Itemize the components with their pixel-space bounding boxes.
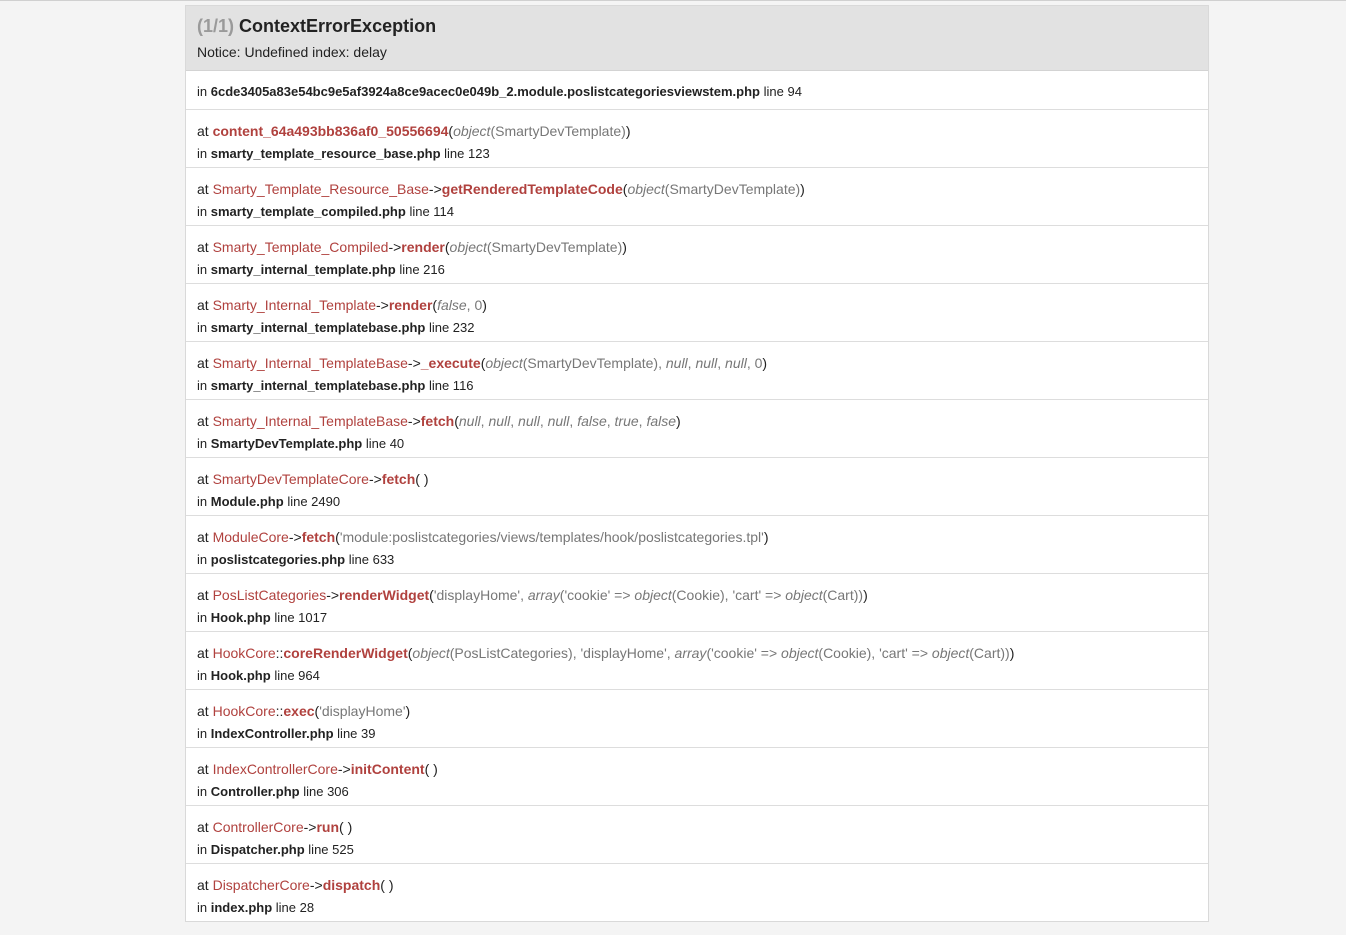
arg-type: object: [781, 645, 819, 661]
file-name: poslistcategories.php: [210, 552, 346, 567]
in-label: in: [197, 262, 208, 277]
trace-frame: [186, 342, 1208, 400]
frame-operator: ->: [388, 239, 402, 255]
top-border: [0, 0, 1346, 1]
arg-type: object: [785, 587, 823, 603]
trace-frame: [186, 516, 1208, 574]
open-paren: (: [314, 703, 320, 719]
trace-frame: [186, 168, 1208, 226]
in-label: in: [197, 900, 208, 915]
frame-class: ModuleCore: [212, 529, 289, 545]
arg-type: null: [695, 355, 718, 371]
frame-class: ControllerCore: [212, 819, 304, 835]
line-number: line 94: [763, 84, 802, 99]
at-label: at: [197, 239, 209, 255]
trace-frame: [186, 400, 1208, 458]
line-number: line 39: [337, 726, 376, 741]
frame-call: [197, 123, 1197, 140]
arg-value: (SmartyDevTemplate): [490, 123, 626, 139]
arg-value: 'displayHome': [319, 703, 406, 719]
trace-origin-row: [186, 71, 1208, 110]
frame-function: coreRenderWidget: [283, 645, 408, 661]
arg-value: (SmartyDevTemplate): [486, 239, 623, 255]
close-paren: ): [388, 877, 394, 893]
frame-call: [197, 413, 1197, 430]
in-label: in: [197, 320, 208, 335]
arg-type: null: [488, 413, 511, 429]
open-paren: (: [432, 297, 438, 313]
frame-class: DispatcherCore: [212, 877, 310, 893]
close-paren: ): [762, 355, 768, 371]
frame-location: [197, 436, 1197, 452]
exception-message: Notice: Undefined index: delay: [197, 44, 387, 60]
frame-location: [197, 726, 1197, 742]
at-label: at: [197, 703, 209, 719]
in-label: in: [197, 726, 208, 741]
open-paren: (: [429, 587, 434, 603]
stack-trace: [186, 110, 1208, 921]
frame-call: [197, 703, 1197, 720]
frame-operator: ->: [326, 587, 340, 603]
arg-value: ,: [510, 413, 519, 429]
file-name: 6cde3405a83e54bc9e5af3924a8ce9acec0e049b_2.module.poslistcategoriesviewstem.php: [210, 84, 760, 99]
line-number: line 633: [348, 552, 395, 567]
arg-type: false: [437, 297, 467, 313]
open-paren: (: [380, 877, 385, 893]
arg-value: (Cookie), 'cart' =>: [818, 645, 932, 661]
frame-function: fetch: [420, 413, 455, 429]
at-label: at: [197, 297, 209, 313]
close-paren: ): [676, 413, 681, 429]
arg-value: ,: [638, 413, 647, 429]
frame-location: [197, 610, 1197, 626]
line-number: line 525: [308, 842, 354, 857]
exception-class: ContextErrorException: [239, 16, 437, 36]
line-number: line 114: [409, 204, 455, 219]
arg-value: ,: [480, 413, 489, 429]
at-label: at: [197, 819, 209, 835]
arg-value: , 0: [746, 355, 763, 371]
in-label: in: [197, 378, 208, 393]
frame-class: HookCore: [212, 703, 276, 719]
trace-frame: [186, 690, 1208, 748]
open-paren: (: [622, 181, 628, 197]
frame-operator: ->: [376, 297, 389, 313]
frame-location: [197, 146, 1197, 162]
frame-location: [197, 494, 1197, 510]
frame-function: dispatch: [322, 877, 381, 893]
line-number: line 123: [444, 146, 490, 161]
trace-frame: [186, 110, 1208, 168]
frame-location: [197, 784, 1197, 800]
arg-value: 'displayHome',: [433, 587, 528, 603]
close-paren: ): [433, 761, 438, 777]
close-paren: ): [347, 819, 353, 835]
file-name: smarty_internal_templatebase.php: [210, 378, 426, 393]
arg-value: ,: [717, 355, 726, 371]
arg-value: ('cookie' =>: [559, 587, 635, 603]
frame-operator: ->: [309, 877, 323, 893]
frame-location: [197, 204, 1197, 220]
frame-function: run: [316, 819, 340, 835]
arg-type: object: [485, 355, 523, 371]
frame-function: content_64a493bb836af0_50556694: [212, 123, 449, 139]
arg-type: object: [634, 587, 672, 603]
file-name: smarty_template_resource_base.php: [210, 146, 441, 161]
open-paren: (: [339, 819, 344, 835]
arg-value: (PosListCategories), 'displayHome',: [449, 645, 675, 661]
arg-value: ,: [606, 413, 615, 429]
frame-location: [197, 552, 1197, 568]
file-name: smarty_internal_template.php: [210, 262, 396, 277]
in-label: in: [197, 84, 208, 99]
arg-type: null: [665, 355, 688, 371]
open-paren: (: [454, 413, 459, 429]
frame-function: fetch: [381, 471, 416, 487]
file-name: index.php: [210, 900, 273, 915]
file-name: Controller.php: [210, 784, 300, 799]
arg-type: null: [458, 413, 481, 429]
in-label: in: [197, 552, 208, 567]
frame-class: SmartyDevTemplateCore: [212, 471, 369, 487]
at-label: at: [197, 123, 209, 139]
at-label: at: [197, 355, 209, 371]
arg-type: array: [527, 587, 560, 603]
arg-value: (SmartyDevTemplate): [664, 181, 801, 197]
frame-function: renderWidget: [339, 587, 430, 603]
frame-call: [197, 297, 1197, 314]
file-name: Hook.php: [210, 668, 271, 683]
frame-operator: ->: [428, 181, 442, 197]
arg-value: ,: [539, 413, 548, 429]
trace-frame: [186, 226, 1208, 284]
line-number: line 40: [365, 436, 405, 451]
frame-location: [197, 668, 1197, 684]
arg-value: , 0: [466, 297, 483, 313]
arg-value: (SmartyDevTemplate),: [522, 355, 666, 371]
file-name: smarty_internal_templatebase.php: [210, 320, 426, 335]
frame-call: [197, 645, 1197, 662]
frame-class: Smarty_Template_Compiled: [212, 239, 389, 255]
frame-class: HookCore: [212, 645, 276, 661]
line-number: line 306: [303, 784, 349, 799]
arg-type: null: [518, 413, 540, 429]
arg-value: (Cookie), 'cart' =>: [671, 587, 786, 603]
frame-call: [197, 819, 1197, 836]
arg-type: object: [412, 645, 450, 661]
close-paren: ): [405, 703, 411, 719]
frame-call: [197, 471, 1197, 488]
frame-function: initContent: [350, 761, 425, 777]
open-paren: (: [415, 471, 420, 487]
line-number: line 232: [428, 320, 475, 335]
arg-value: 'module:poslistcategories/views/templates/hook/poslistcategories.tpl': [339, 529, 764, 545]
close-paren: ): [863, 587, 868, 603]
at-label: at: [197, 413, 209, 429]
frame-operator: ->: [407, 355, 421, 371]
frame-operator: ->: [368, 471, 382, 487]
close-paren: ): [482, 297, 487, 313]
frame-function: render: [388, 297, 433, 313]
in-label: in: [197, 842, 208, 857]
trace-frame: [186, 458, 1208, 516]
frame-function: _execute: [420, 355, 481, 371]
line-number: line 2490: [287, 494, 341, 509]
arg-type: false: [577, 413, 607, 429]
line-number: line 116: [428, 378, 474, 393]
close-paren: ): [763, 529, 769, 545]
at-label: at: [197, 761, 209, 777]
frame-function: exec: [283, 703, 315, 719]
in-label: in: [197, 784, 208, 799]
exception-header: [186, 6, 1208, 71]
arg-value: ,: [687, 355, 696, 371]
arg-type: null: [725, 355, 747, 371]
file-name: Module.php: [210, 494, 284, 509]
frame-call: [197, 181, 1197, 198]
arg-value: (Cart)): [969, 645, 1010, 661]
frame-operator: ->: [288, 529, 302, 545]
open-paren: (: [444, 239, 450, 255]
arg-type: object: [627, 181, 665, 197]
frame-operator: ::: [275, 703, 284, 719]
arg-type: array: [674, 645, 707, 661]
frame-location: [197, 262, 1197, 278]
frame-call: [197, 877, 1197, 894]
close-paren: ): [622, 239, 627, 255]
frame-call: [197, 529, 1197, 546]
frame-function: fetch: [301, 529, 336, 545]
arg-type: object: [453, 123, 491, 139]
trace-frame: [186, 574, 1208, 632]
at-label: at: [197, 645, 209, 661]
in-label: in: [197, 146, 208, 161]
trace-frame: [186, 864, 1208, 921]
open-paren: (: [480, 355, 486, 371]
file-name: Hook.php: [210, 610, 271, 625]
arg-value: ,: [569, 413, 578, 429]
file-name: Dispatcher.php: [210, 842, 305, 857]
frame-call: [197, 587, 1197, 604]
in-label: in: [197, 610, 208, 625]
frame-location: [197, 842, 1197, 858]
arg-value: ('cookie' =>: [706, 645, 782, 661]
frame-call: [197, 761, 1197, 778]
open-paren: (: [424, 761, 430, 777]
arg-type: object: [449, 239, 487, 255]
in-label: in: [197, 204, 208, 219]
close-paren: ): [1009, 645, 1015, 661]
frame-class: Smarty_Internal_Template: [212, 297, 376, 313]
frame-location: [197, 378, 1197, 394]
trace-frame: [186, 806, 1208, 864]
open-paren: (: [335, 529, 340, 545]
close-paren: ): [423, 471, 429, 487]
frame-function: getRenderedTemplateCode: [441, 181, 623, 197]
line-number: line 216: [399, 262, 445, 277]
arg-type: null: [547, 413, 570, 429]
at-label: at: [197, 587, 209, 603]
in-label: in: [197, 494, 208, 509]
trace-frame: [186, 284, 1208, 342]
frame-operator: ::: [275, 645, 284, 661]
frame-class: Smarty_Template_Resource_Base: [212, 181, 429, 197]
exception-count: (1/1): [197, 16, 235, 36]
frame-class: PosListCategories: [212, 587, 327, 603]
close-paren: ): [625, 123, 631, 139]
at-label: at: [197, 877, 209, 893]
frame-class: IndexControllerCore: [212, 761, 338, 777]
frame-function: render: [401, 239, 445, 255]
frame-call: [197, 239, 1197, 256]
open-paren: (: [448, 123, 454, 139]
frame-location: [197, 900, 1197, 916]
exception-title: [197, 6, 1197, 37]
arg-value: (Cart)): [822, 587, 864, 603]
at-label: at: [197, 529, 209, 545]
frame-call: [197, 355, 1197, 372]
in-label: in: [197, 436, 208, 451]
line-number: line 1017: [274, 610, 328, 625]
arg-type: false: [646, 413, 677, 429]
frame-operator: ->: [303, 819, 317, 835]
in-label: in: [197, 668, 208, 683]
open-paren: (: [407, 645, 413, 661]
frame-operator: ->: [337, 761, 351, 777]
exception-panel: [185, 5, 1209, 922]
close-paren: ): [800, 181, 805, 197]
arg-type: object: [931, 645, 970, 661]
frame-class: Smarty_Internal_TemplateBase: [212, 355, 408, 371]
file-name: smarty_template_compiled.php: [210, 204, 406, 219]
line-number: line 964: [274, 668, 320, 683]
at-label: at: [197, 181, 209, 197]
frame-class: Smarty_Internal_TemplateBase: [212, 413, 408, 429]
line-number: line 28: [275, 900, 315, 915]
frame-operator: ->: [407, 413, 421, 429]
trace-frame: [186, 748, 1208, 806]
arg-type: true: [614, 413, 639, 429]
file-name: SmartyDevTemplate.php: [210, 436, 363, 451]
trace-frame: [186, 632, 1208, 690]
file-name: IndexController.php: [210, 726, 334, 741]
frame-location: [197, 320, 1197, 336]
at-label: at: [197, 471, 209, 487]
